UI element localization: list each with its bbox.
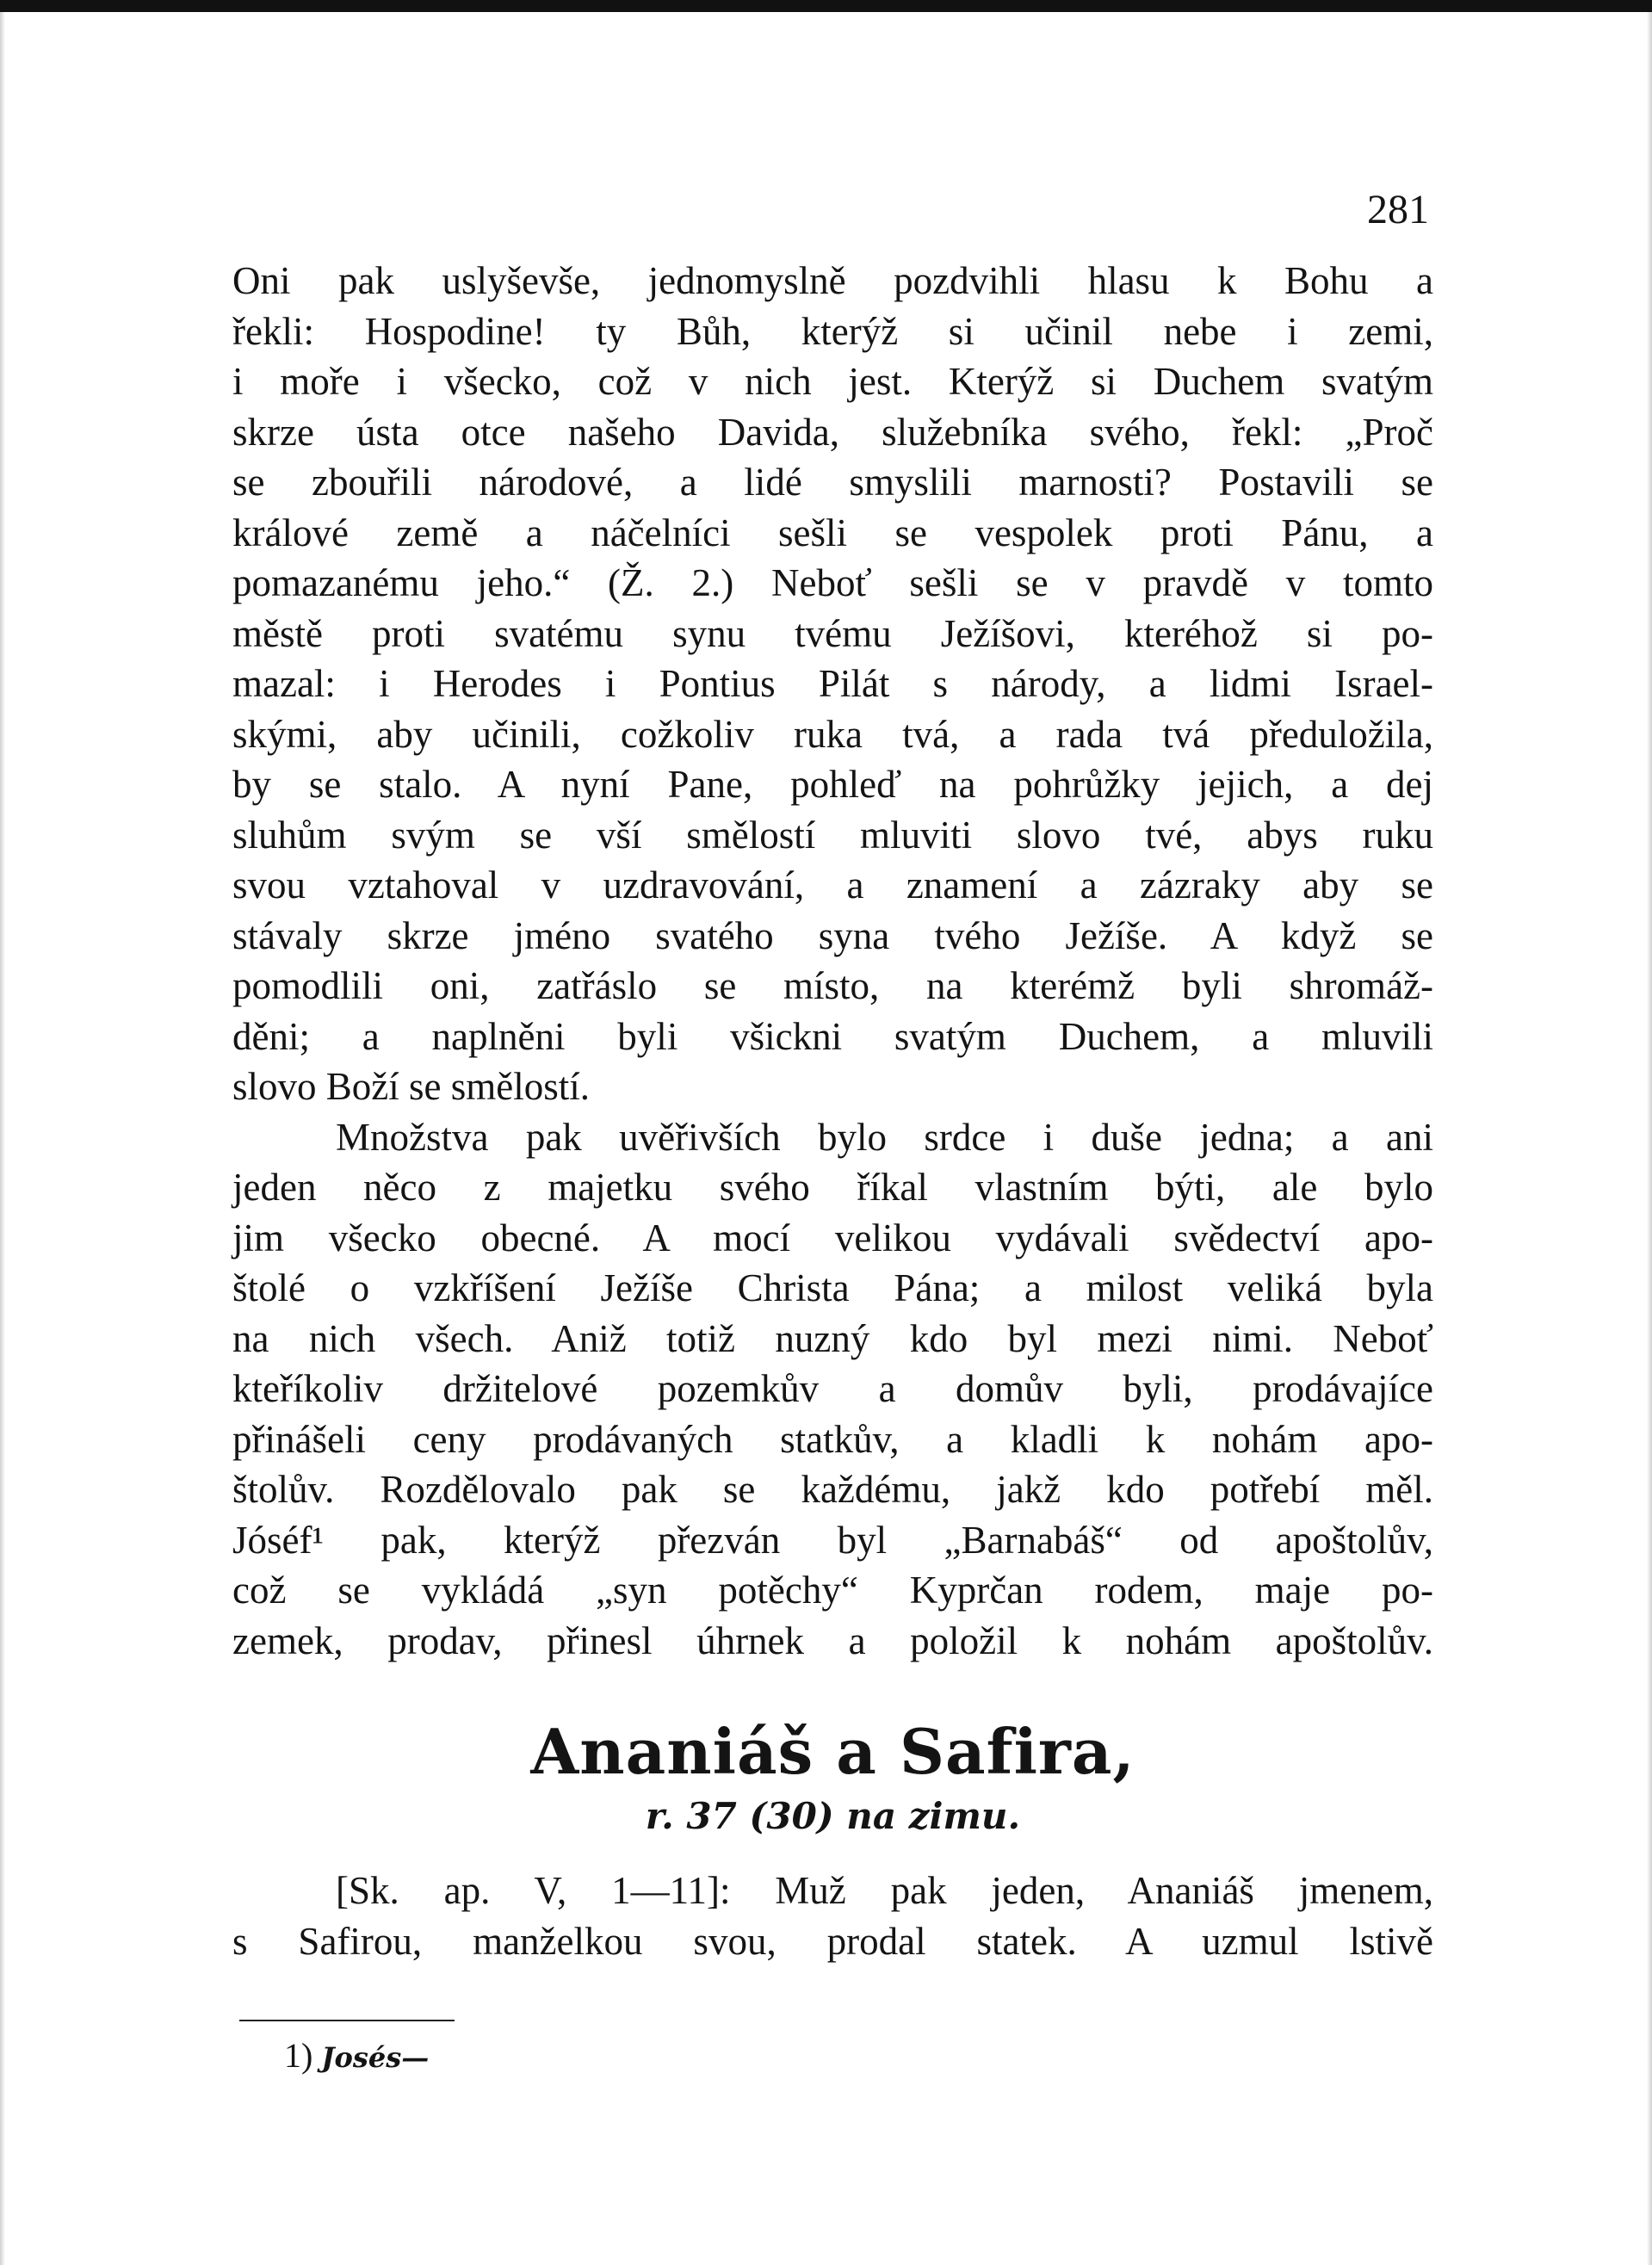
text-line: což se vykládá „syn potěchy“ Kyprčan rodem, maje po- (232, 1569, 1433, 1612)
text-line: městě proti svatému synu tvému Ježíšovi, kteréhož si po- (232, 611, 1433, 655)
text-line: přinášeli ceny prodávaných statkův, a kladli k nohám apo- (232, 1417, 1433, 1461)
footnote (284, 2032, 429, 2082)
text-line: pomazanému jeho.“ (Ž. 2.) Neboť sešli se v pravdě v tomto (232, 561, 1433, 604)
paragraph-1 (232, 256, 1433, 1666)
text-line: Oni pak uslyševše, jednomyslně pozdvihli hlasu k Bohu a (232, 259, 1433, 302)
text-line: zemek, prodav, přinesl úhrnek a položil k nohám apoštolův. (232, 1618, 1433, 1662)
footnote-text: Josés— (321, 2041, 430, 2074)
text-line: štolův. Rozdělovalo pak se každému, jakž kdo potřebí měl. (232, 1468, 1433, 1511)
text-line: sluhům svým se vší smělostí mluviti slovo tvé, abys ruku (232, 813, 1433, 857)
footnote-divider (239, 2020, 455, 2021)
text-line: štolé o vzkříšení Ježíše Christa Pána; a milost veliká byla (232, 1266, 1433, 1309)
text-line: jeden něco z majetku svého říkal vlastním býti, ale bylo (232, 1166, 1433, 1209)
section-subheading: r. 37 (30) na zimu. (645, 1795, 1021, 1837)
text-line: pomodlili oni, zatřáslo se místo, na kterémž byli shromáž- (232, 964, 1433, 1007)
text-line: stávaly skrze jméno svatého syna tvého Ježíše. A když se (232, 913, 1433, 957)
paragraph-3 (232, 1866, 1433, 1966)
text-line: skými, aby učinili, cožkoliv ruka tvá, a rada tvá předuložila, (232, 712, 1433, 756)
text-line: by se stalo. A nyní Pane, pohleď na pohrůžky jejich, a dej (232, 763, 1433, 806)
text-line: svou vztahoval v uzdravování, a znamení a zázraky aby se (232, 863, 1433, 907)
text-line: kteříkoliv držitelové pozemkův a domův byli, prodávajíce (232, 1367, 1433, 1410)
text-line: skrze ústa otce našeho Davida, služebníka svého, řekl: „Proč (232, 410, 1433, 454)
text-line: děni; a naplněni byli všickni svatým Duchem, a mluvili (232, 1014, 1433, 1058)
text-line: řekli: Hospodine! ty Bůh, kterýž si učinil nebe i zemi, (232, 309, 1433, 353)
text-line: i moře i všecko, což v nich jest. Kterýž si Duchem svatým (232, 360, 1433, 403)
text-line: mazal: i Herodes i Pontius Pilát s národy, a lidmi Israel- (232, 662, 1433, 705)
text-line: na nich všech. Aniž totiž nuzný kdo byl mezi nimi. Neboť (232, 1316, 1433, 1360)
page-number: 281 (1367, 187, 1429, 232)
section-heading: Ananiáš a Safira, (530, 1715, 1135, 1788)
text-line: s Safirou, manželkou svou, prodal statek. A uzmul lstivě (232, 1919, 1433, 1963)
text-line: slovo Boží se smělostí. (232, 1065, 590, 1108)
text-line: Jóséf¹ pak, kterýž přezván byl „Barnabáš“ od apoštolův, (232, 1518, 1433, 1562)
text-line: Množstva pak uvěřivších bylo srdce i duše jedna; a ani (336, 1115, 1433, 1159)
footnote-marker: 1) (284, 2036, 313, 2075)
text-line: jim všecko obecné. A mocí velikou vydávali svědectví apo- (232, 1216, 1433, 1259)
text-line: se zbouřili národové, a lidé smyslili marnosti? Postavili se (232, 461, 1433, 504)
text-line: králové země a náčelníci sešli se vespolek proti Pánu, a (232, 511, 1433, 554)
text-line: [Sk. ap. V, 1—11]: Muž pak jeden, Ananiáš jmenem, (336, 1869, 1433, 1912)
